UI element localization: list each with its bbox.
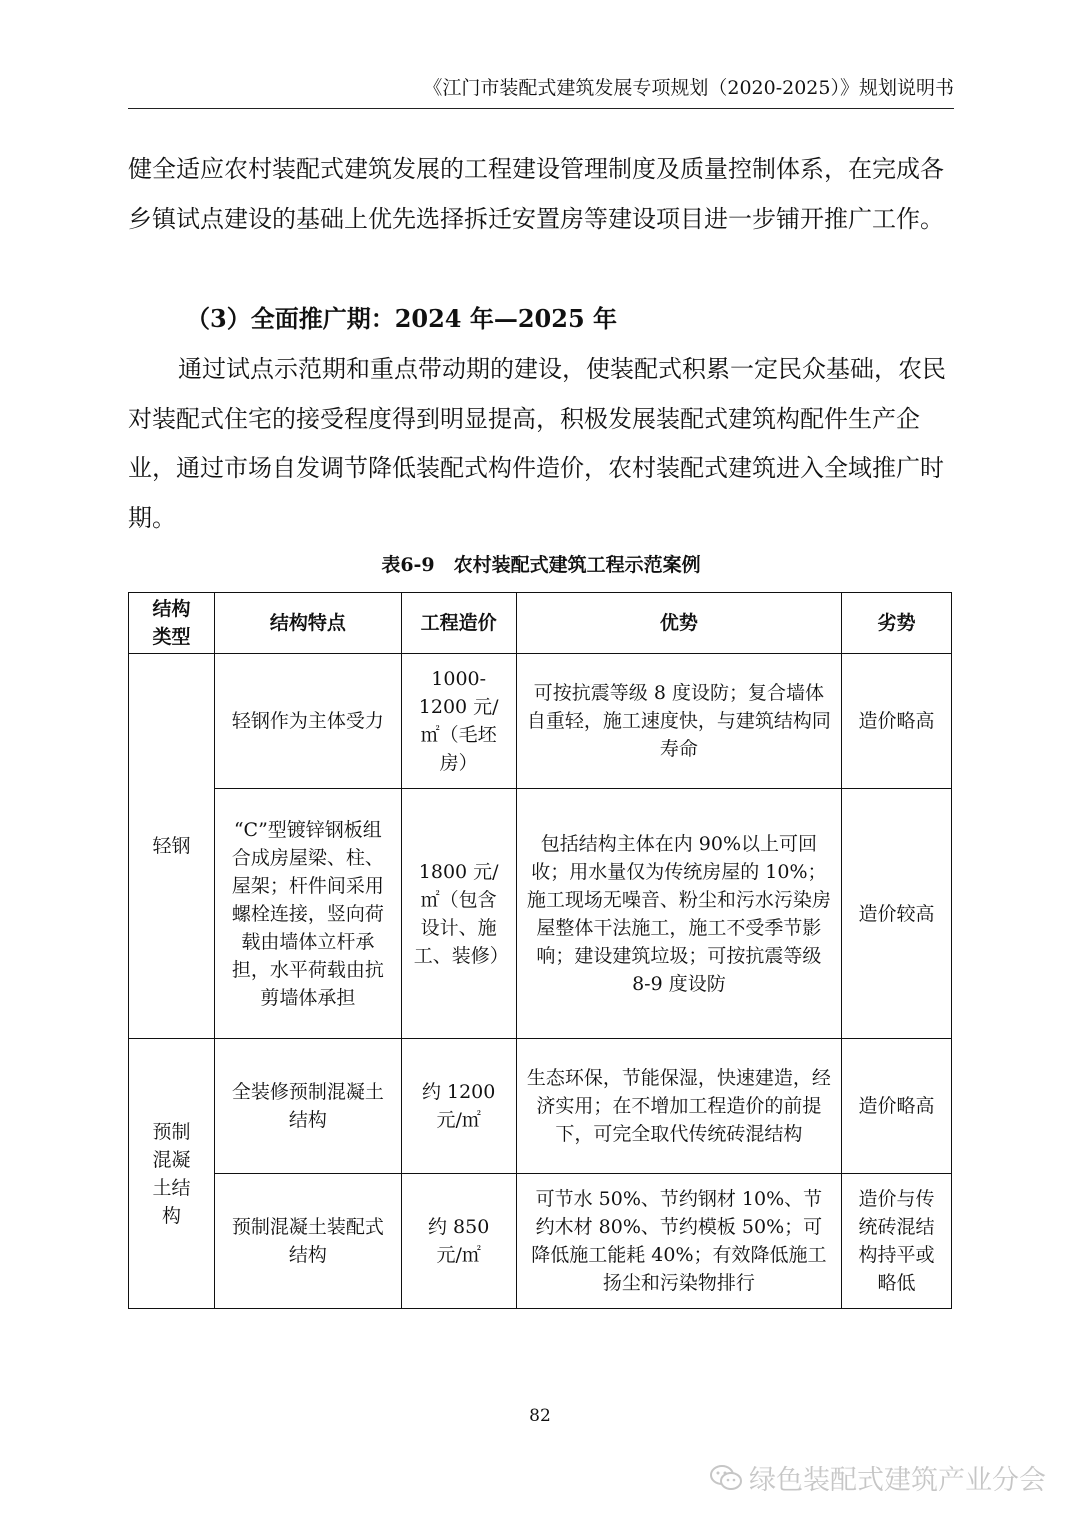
section-heading: （3）全面推广期：2024 年—2025 年 [186, 304, 618, 333]
cost-cell: 1000-1200 元/㎡（毛坯房） [401, 654, 516, 789]
disadvantage-cell: 造价较高 [842, 789, 952, 1039]
cost-cell: 约 850 元/㎡ [401, 1174, 516, 1309]
advantage-cell: 包括结构主体在内 90%以上可回收；用水量仅为传统房屋的 10%；施工现场无噪音、粉尘和污水污染房屋整体干法施工，施工不受季节影响；建设建筑垃圾；可按抗震等级 8-9 度设防 [516, 789, 841, 1039]
table-row [129, 654, 952, 789]
table-row [129, 1039, 952, 1174]
disadvantage-cell: 造价略高 [842, 654, 952, 789]
table-row [129, 789, 952, 1039]
page-number: 82 [529, 1406, 551, 1426]
cost-cell: 约 1200 元/㎡ [401, 1039, 516, 1174]
wechat-icon [709, 1463, 743, 1500]
paragraph-2: 通过试点示范期和重点带动期的建设，使装配式积累一定民众基础，农民对装配式住宅的接受程度得到明显提高，积极发展装配式建筑构配件生产企业，通过市场自发调节降低装配式构件造价，农村装配式建筑进入全域推广时期。 [128, 355, 946, 532]
watermark-text: 绿色装配式建筑产业分会 [749, 1465, 1046, 1496]
advantage-cell: 可按抗震等级 8 度设防；复合墙体自重轻，施工速度快，与建筑结构同寿命 [516, 654, 841, 789]
table-caption: 表6-9 农村装配式建筑工程示范案例 [381, 554, 701, 576]
table-header-row [129, 593, 952, 654]
table-row [129, 1174, 952, 1309]
feature-cell: “C”型镀锌钢板组合成房屋梁、柱、屋架；杆件间采用螺栓连接，竖向荷载由墙体立杆承担，水平荷载由抗剪墙体承担 [214, 789, 401, 1039]
disadvantage-cell: 造价略高 [842, 1039, 952, 1174]
advantage-cell: 可节水 50%、节约钢材 10%、节约木材 80%、节约模板 50%；可降低施工能耗 40%；有效降低施工扬尘和污染物排行 [516, 1174, 841, 1309]
paragraph-1: 健全适应农村装配式建筑发展的工程建设管理制度及质量控制体系，在完成各乡镇试点建设的基础上优先选择拆迁安置房等建设项目进一步铺开推广工作。 [128, 155, 944, 233]
header-feature: 结构特点 [214, 593, 401, 654]
feature-cell: 全装修预制混凝土结构 [214, 1039, 401, 1174]
header-type: 结构类型 [129, 593, 215, 654]
header-disadvantage: 劣势 [842, 593, 952, 654]
header-cost: 工程造价 [401, 593, 516, 654]
watermark [709, 1458, 1046, 1500]
cost-cell: 1800 元/㎡（包含设计、施工、装修） [401, 789, 516, 1039]
demo-cases-table [128, 592, 952, 1309]
document-header: 《江门市装配式建筑发展专项规划（2020-2025）》规划说明书 [128, 74, 954, 109]
type-cell: 预制混凝土结构 [129, 1039, 215, 1309]
header-advantage: 优势 [516, 593, 841, 654]
feature-cell: 轻钢作为主体受力 [214, 654, 401, 789]
advantage-cell: 生态环保，节能保湿，快速建造，经济实用；在不增加工程造价的前提下，可完全取代传统砖混结构 [516, 1039, 841, 1174]
type-cell: 轻钢 [129, 654, 215, 1039]
feature-cell: 预制混凝土装配式结构 [214, 1174, 401, 1309]
disadvantage-cell: 造价与传统砖混结构持平或略低 [842, 1174, 952, 1309]
